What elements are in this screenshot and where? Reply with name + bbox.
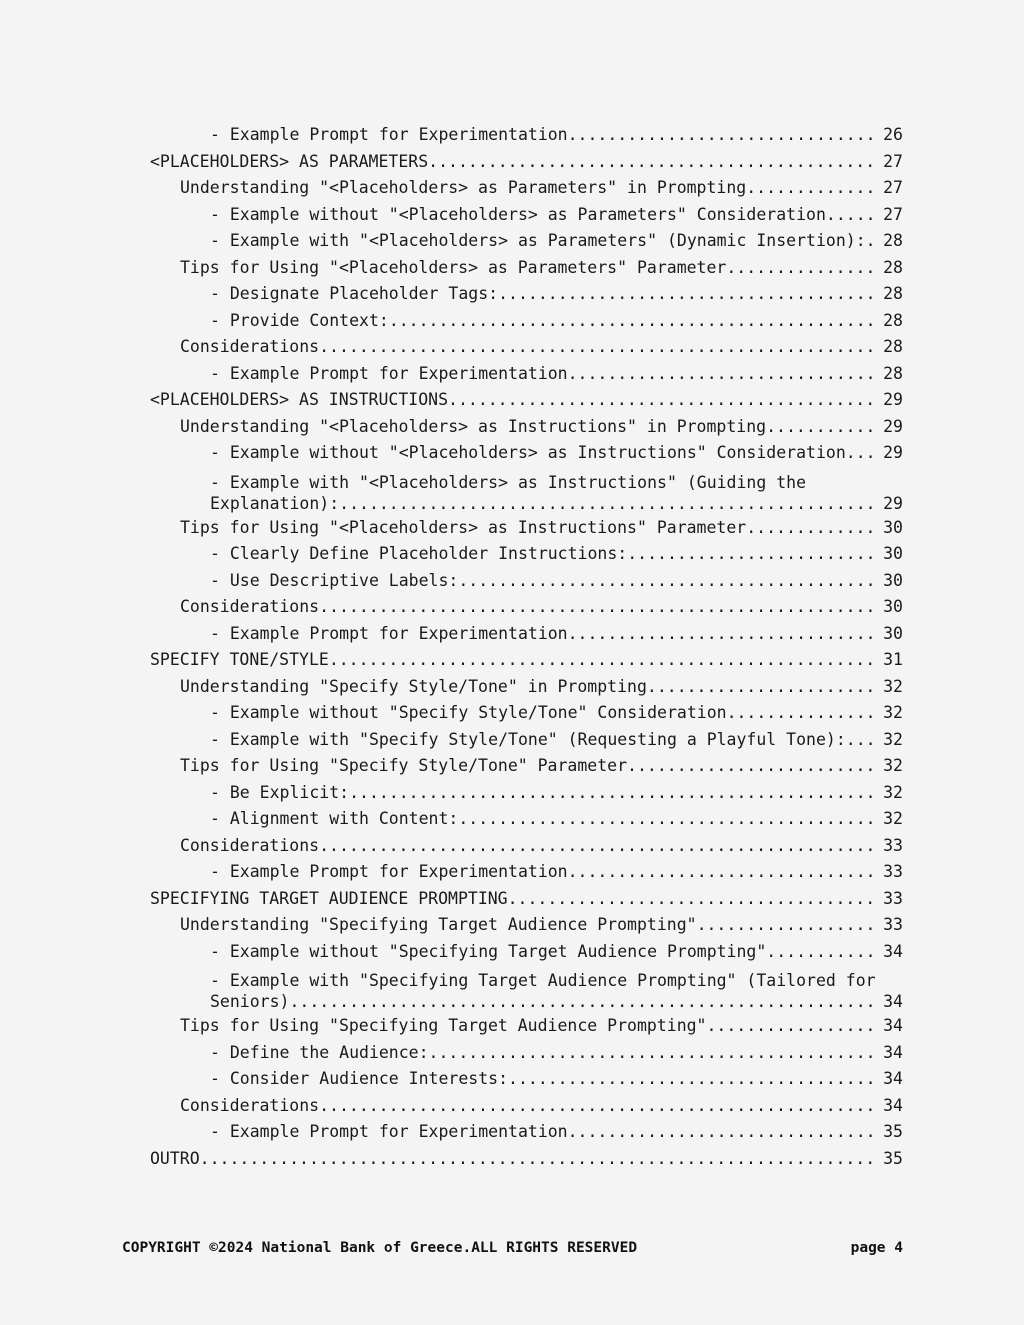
toc-entry-title: Tips for Using "<Placeholders> as Instructions" Parameter xyxy=(180,517,747,537)
toc-entry[interactable] xyxy=(150,414,903,441)
dot-leader xyxy=(498,281,878,308)
toc-entry-page: 34 xyxy=(883,1016,903,1035)
dot-leader xyxy=(697,912,879,939)
toc-entry[interactable] xyxy=(150,308,903,335)
toc-entry-title: Understanding "Specifying Target Audience Prompting" xyxy=(180,915,697,934)
page-footer xyxy=(122,1240,903,1256)
dot-leader xyxy=(627,753,878,780)
toc-entry-page: 34 xyxy=(883,941,903,961)
dot-leader xyxy=(448,387,878,414)
toc-entry[interactable] xyxy=(150,700,903,727)
dot-leader xyxy=(568,122,879,149)
toc-entry-page: 35 xyxy=(883,1148,903,1168)
toc-entry[interactable] xyxy=(150,387,903,414)
toc-entry-page: 33 xyxy=(883,915,903,934)
dot-leader xyxy=(647,674,878,701)
toc-entry-title: - Example with "Specify Style/Tone" (Requesting a Playful Tone): xyxy=(210,729,846,749)
toc-entry-page: 34 xyxy=(883,1069,903,1088)
toc-entry[interactable] xyxy=(150,806,903,833)
dot-leader xyxy=(726,255,878,282)
toc-entry[interactable] xyxy=(150,440,903,467)
toc-entry-title: - Example with "<Placeholders> as Parameters" (Dynamic Insertion): xyxy=(210,231,866,250)
toc-entry[interactable] xyxy=(150,149,903,176)
toc-entry[interactable] xyxy=(150,281,903,308)
toc-entry-page: 30 xyxy=(883,517,903,537)
toc-entry-title: - Be Explicit: xyxy=(210,782,350,802)
toc-entry-title: - Consider Audience Interests: xyxy=(210,1069,509,1088)
dot-leader xyxy=(200,1146,878,1173)
toc-entry[interactable] xyxy=(150,859,903,886)
toc-entry[interactable] xyxy=(150,255,903,282)
toc-entry-title: Tips for Using "Specifying Target Audience Prompting" xyxy=(180,1016,707,1035)
toc-entry[interactable] xyxy=(150,1146,903,1173)
toc-entry[interactable] xyxy=(150,965,903,1013)
toc-entry[interactable] xyxy=(150,886,903,913)
toc-entry-title: Considerations xyxy=(180,1095,320,1115)
dot-leader xyxy=(746,175,878,202)
toc-entry-page: 30 xyxy=(883,597,903,616)
toc-entry[interactable] xyxy=(150,228,903,255)
toc-entry-title: Tips for Using "<Placeholders> as Parameters" Parameter xyxy=(180,257,727,277)
toc-entry[interactable] xyxy=(150,912,903,939)
toc-entry-title: Considerations xyxy=(180,835,320,855)
toc-entry[interactable] xyxy=(150,175,903,202)
toc-entry-page: 33 xyxy=(883,835,903,855)
dot-leader xyxy=(627,541,878,568)
toc-entry-page: 32 xyxy=(883,756,903,775)
dot-leader xyxy=(329,647,878,674)
toc-entry-title: - Use Descriptive Labels: xyxy=(210,570,459,590)
toc-entry-title: - Example without "<Placeholders> as Parameters" Consideration xyxy=(210,204,826,224)
dot-leader xyxy=(429,1040,879,1067)
toc-entry-title: - Alignment with Content: xyxy=(210,809,459,828)
toc-entry[interactable] xyxy=(150,1040,903,1067)
toc-entry[interactable] xyxy=(150,1119,903,1146)
toc-entry-title: Tips for Using "Specify Style/Tone" Parameter xyxy=(180,756,628,775)
toc-entry-page: 32 xyxy=(883,729,903,749)
dot-leader xyxy=(508,1066,878,1093)
toc-entry-page: 28 xyxy=(883,257,903,277)
toc-entry[interactable] xyxy=(150,467,903,515)
toc-entry[interactable] xyxy=(150,541,903,568)
toc-entry-title: Understanding "<Placeholders> as Instructions" in Prompting xyxy=(180,416,767,436)
toc-entry[interactable] xyxy=(150,202,903,229)
toc-entry[interactable] xyxy=(150,753,903,780)
toc-entry-page: 30 xyxy=(883,544,903,563)
toc-entry-title: - Example Prompt for Experimentation xyxy=(210,623,568,643)
toc-entry-title: Explanation): xyxy=(210,493,340,513)
toc-entry-title: Understanding "<Placeholders> as Parameters" in Prompting xyxy=(180,178,747,197)
dot-leader xyxy=(846,440,878,467)
toc-entry-page: 32 xyxy=(883,676,903,696)
toc-entry-title: Understanding "Specify Style/Tone" in Prompting xyxy=(180,676,647,696)
toc-entry-page: 27 xyxy=(883,178,903,197)
dot-leader xyxy=(866,228,878,255)
toc-entry[interactable] xyxy=(150,594,903,621)
toc-entry[interactable] xyxy=(150,1093,903,1120)
toc-entry-title: - Example Prompt for Experimentation xyxy=(210,1122,568,1141)
toc-entry-title: - Define the Audience: xyxy=(210,1042,429,1062)
toc-entry-title: Considerations xyxy=(180,337,320,356)
copyright-notice: COPYRIGHT ©2024 National Bank of Greece.ALL RIGHTS RESERVED xyxy=(122,1240,638,1256)
toc-entry[interactable] xyxy=(150,334,903,361)
toc-entry-page: 28 xyxy=(883,310,903,330)
toc-entry-title: - Example Prompt for Experimentation xyxy=(210,363,568,383)
toc-entry-page: 28 xyxy=(883,337,903,356)
dot-leader xyxy=(389,308,878,335)
dot-leader xyxy=(766,939,878,966)
toc-entry-page: 26 xyxy=(883,125,903,144)
toc-entry-title: - Designate Placeholder Tags: xyxy=(210,284,499,303)
toc-entry-page: 27 xyxy=(883,151,903,171)
dot-leader xyxy=(289,991,878,1013)
toc-entry-page: 29 xyxy=(883,416,903,436)
toc-entry-title: OUTRO xyxy=(150,1148,200,1168)
toc-entry[interactable] xyxy=(150,727,903,754)
toc-entry-page: 32 xyxy=(883,782,903,802)
toc-entry-title: SPECIFYING TARGET AUDIENCE PROMPTING xyxy=(150,888,508,908)
dot-leader xyxy=(458,806,878,833)
toc-entry-page: 33 xyxy=(883,888,903,908)
toc-entry-page: 31 xyxy=(883,650,903,669)
dot-leader xyxy=(508,886,879,913)
toc-entry-page: 34 xyxy=(883,992,903,1011)
dot-leader xyxy=(568,859,879,886)
toc-entry[interactable] xyxy=(150,1013,903,1040)
dot-leader xyxy=(568,1119,879,1146)
toc-entry-page: 29 xyxy=(883,493,903,513)
toc-entry-page: 34 xyxy=(883,1042,903,1062)
toc-entry-page: 34 xyxy=(883,1095,903,1115)
toc-entry-title: - Example without "Specifying Target Audience Prompting" xyxy=(210,941,767,961)
toc-entry[interactable] xyxy=(150,939,903,966)
toc-entry-title-line: - Example with "<Placeholders> as Instructions" (Guiding the xyxy=(210,472,807,492)
toc-entry-page: 32 xyxy=(883,703,903,722)
toc-entry-page: 27 xyxy=(883,204,903,224)
toc-entry-page: 32 xyxy=(883,809,903,828)
toc-entry[interactable] xyxy=(150,674,903,701)
toc-entry-title: Seniors) xyxy=(210,992,290,1011)
toc-entry-title: - Example without "<Placeholders> as Instructions" Consideration xyxy=(210,443,846,462)
toc-entry-page: 29 xyxy=(883,443,903,462)
toc-entry[interactable] xyxy=(150,515,903,542)
toc-entry-page: 30 xyxy=(883,623,903,643)
toc-entry-title: - Example Prompt for Experimentation xyxy=(210,125,568,144)
toc-entry-page: 29 xyxy=(883,390,903,409)
toc-entry-title: Considerations xyxy=(180,597,320,616)
toc-entry-title: <PLACEHOLDERS> AS PARAMETERS xyxy=(150,151,429,171)
toc-entry-page: 33 xyxy=(883,862,903,881)
dot-leader xyxy=(846,727,878,754)
toc-entry[interactable] xyxy=(150,621,903,648)
dot-leader xyxy=(746,515,878,542)
dot-leader xyxy=(428,149,878,176)
toc-entry-title: SPECIFY TONE/STYLE xyxy=(150,650,329,669)
toc-entry[interactable] xyxy=(150,780,903,807)
toc-entry-title: - Example without "Specify Style/Tone" Consideration xyxy=(210,703,727,722)
dot-leader xyxy=(319,334,878,361)
toc-entry-title: <PLACEHOLDERS> AS INSTRUCTIONS xyxy=(150,390,449,409)
toc-entry-page: 28 xyxy=(883,363,903,383)
dot-leader xyxy=(826,202,878,229)
dot-leader xyxy=(707,1013,879,1040)
toc-entry[interactable] xyxy=(150,361,903,388)
dot-leader xyxy=(339,493,878,515)
toc-entry[interactable] xyxy=(150,568,903,595)
toc-entry-title: - Example Prompt for Experimentation xyxy=(210,862,568,881)
toc-entry[interactable] xyxy=(150,1066,903,1093)
dot-leader xyxy=(319,1093,878,1120)
toc-entry-page: 28 xyxy=(883,231,903,250)
dot-leader xyxy=(766,414,878,441)
dot-leader xyxy=(727,700,879,727)
table-of-contents xyxy=(150,122,903,1172)
dot-leader xyxy=(568,621,879,648)
toc-entry-title-line: - Example with "Specifying Target Audience Prompting" (Tailored for xyxy=(210,971,876,990)
dot-leader xyxy=(349,780,878,807)
dot-leader xyxy=(319,833,878,860)
toc-entry-page: 35 xyxy=(883,1122,903,1141)
toc-entry-page: 28 xyxy=(883,284,903,303)
dot-leader xyxy=(458,568,878,595)
dot-leader xyxy=(319,594,878,621)
toc-entry-page: 30 xyxy=(883,570,903,590)
toc-entry-title: - Clearly Define Placeholder Instructions: xyxy=(210,544,628,563)
toc-entry[interactable] xyxy=(150,122,903,149)
dot-leader xyxy=(568,361,879,388)
page-number: page 4 xyxy=(850,1240,903,1256)
toc-entry[interactable] xyxy=(150,833,903,860)
toc-entry[interactable] xyxy=(150,647,903,674)
toc-entry-title: - Provide Context: xyxy=(210,310,389,330)
